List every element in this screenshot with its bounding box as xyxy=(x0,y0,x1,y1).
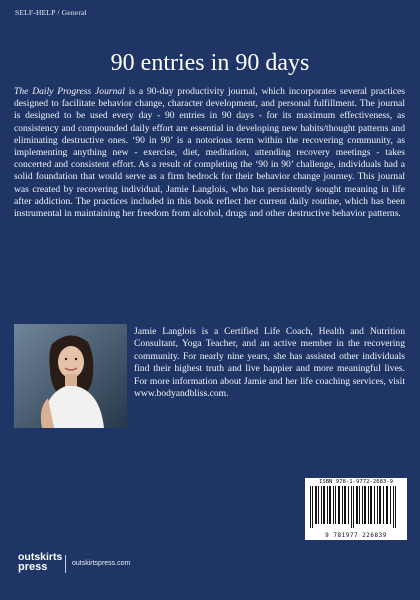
barcode-number: 9 781977 226839 xyxy=(325,532,387,539)
barcode-bars xyxy=(308,486,404,528)
publisher-divider xyxy=(65,555,66,573)
logo-line-2: press xyxy=(18,561,48,573)
page-title: 90 entries in 90 days xyxy=(110,50,310,76)
isbn-barcode xyxy=(305,478,407,540)
publisher-url: outskirtspress.com xyxy=(72,560,131,567)
publisher-block xyxy=(18,551,131,580)
category-label: SELF-HELP / General xyxy=(15,8,87,17)
book-title-italic: The Daily Progress Journal xyxy=(14,86,125,97)
isbn-label: ISBN 978-1-9772-2683-9 xyxy=(318,479,394,485)
book-description xyxy=(14,86,405,220)
description-text: is a 90-day productivity journal, which incorporates several practices designed to facilitate behavior change, character development, and personal fulfillment. The journal is designed to be used every day - 90 entries in 90 days - for its maximum effectiveness, as consistency and compounded daily effort are essential in developing new habits/thought patterns and eliminating destructive ones. ‘90 in 90’ is a notorious term within the recovering community, as implementing anything new - exercise, diet, meditation, attending recovery meetings - takes concerted and consistent effort. As a result of completing the ‘90 in 90’ challenge, individuals had a solid foundation that would serve as a firm bedrock for their behavior change journey. This journal was created by recovering individual, Jamie Langlois, who has persistently sought meaning in life after addiction. The practices included in this book reflect her current daily routine, which has been instrumental in maintaining her freedom from alcohol, drugs and other destructive behavior patterns. xyxy=(14,86,405,220)
logo-line-1: outskirts xyxy=(18,551,63,563)
author-bio-text: Jamie Langlois is a Certified Life Coach, Health and Nutrition Consultant, Yoga Teacher, and an active member in the recovering community. For nearly nine years, she has assisted other individuals find their highest truth and live happier and more meaningful lives. For more information about Jamie and her life coaching services, visit www.bodyandbliss.com. xyxy=(134,326,405,400)
publisher-logo xyxy=(18,552,62,572)
author-bio xyxy=(14,326,405,426)
